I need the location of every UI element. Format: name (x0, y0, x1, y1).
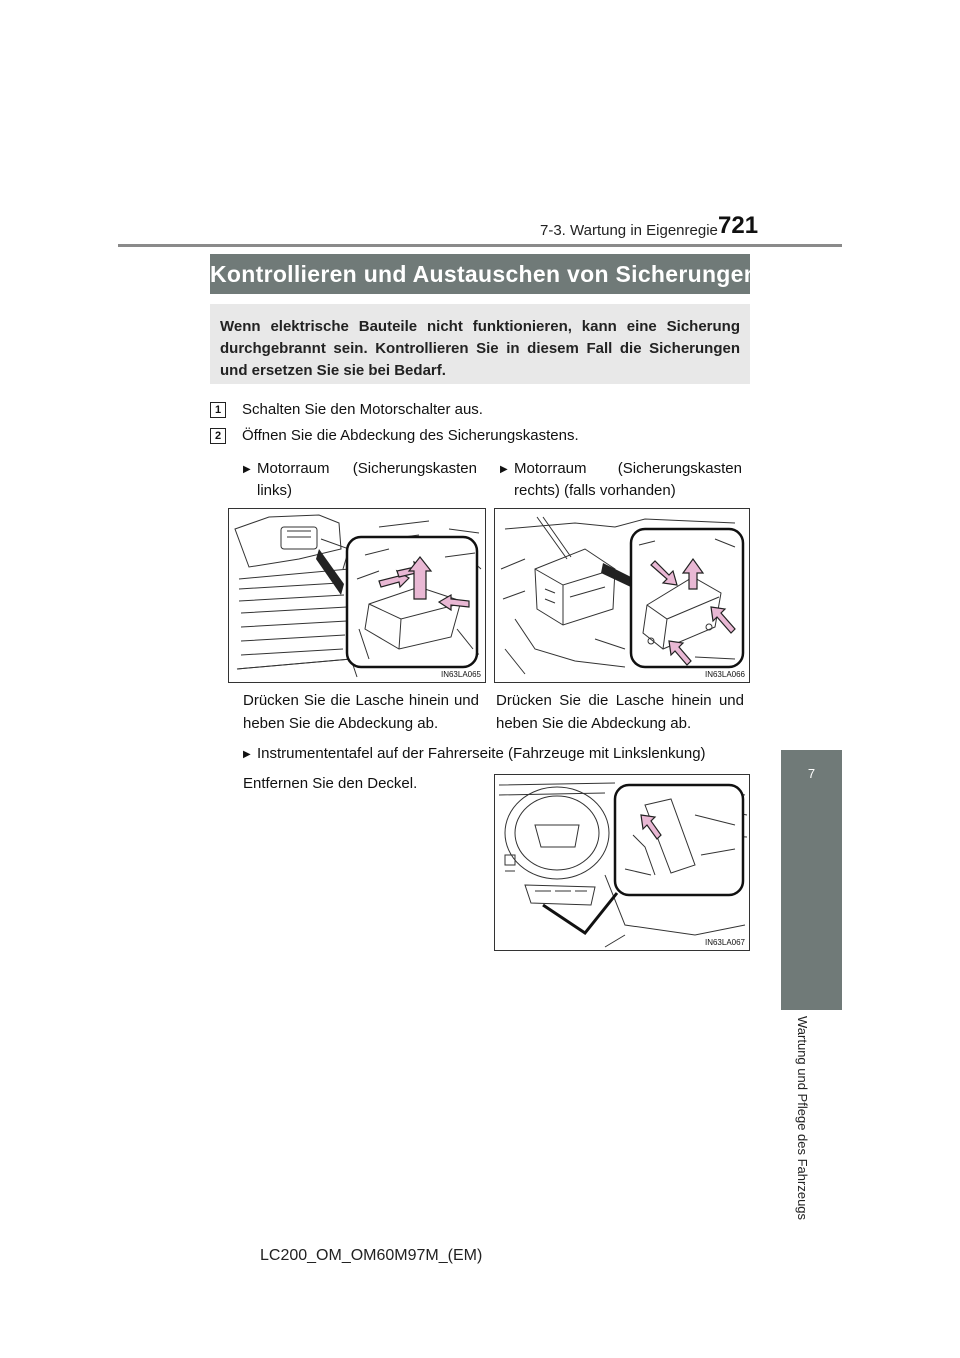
driver-panel-illustration (495, 775, 749, 950)
step-text-2: Öffnen Sie die Abdeckung des Sicherungskastens. (242, 427, 579, 444)
engine-left-illustration (229, 509, 485, 682)
page-number: 721 (718, 212, 759, 239)
figure-right-fuse-box (494, 508, 750, 683)
right-heading (500, 458, 746, 502)
caption-left: Drücken Sie die Lasche hinein und heben Sie die Abdeckung ab. (243, 692, 479, 732)
figure-panel-fuse-box (494, 774, 750, 951)
panel-heading-text: Instrumententafel auf der Fahrerseite (Fahrzeuge mit Linkslenkung) (257, 745, 706, 762)
caption-panel: Entfernen Sie den Deckel. (243, 775, 418, 792)
bullet-triangle-icon: ▶ (243, 749, 251, 760)
step-number-2: 2 (210, 428, 226, 444)
intro-text: Wenn elektrische Bauteile nicht funktionieren, kann eine Sicherung durchgebrannt sein. Kontrollieren Sie in diesem Fall die Sicherungen und ersetzen Sie sie bei Bedarf. (220, 318, 740, 379)
header-rule (118, 244, 842, 247)
bullet-triangle-icon: ▶ (243, 464, 251, 475)
bullet-triangle-icon: ▶ (500, 464, 508, 475)
right-heading-text: Motorraum (Sicherungskasten rechts) (falls vorhanden) (514, 460, 742, 499)
chapter-number: 7 (807, 766, 816, 781)
caption-right: Drücken Sie die Lasche hinein und heben Sie die Abdeckung ab. (496, 692, 744, 732)
figure-left-fuse-box (228, 508, 486, 683)
step-number-1: 1 (210, 402, 226, 418)
chapter-title: Wartung und Pflege des Fahrzeugs (795, 1016, 810, 1221)
engine-right-illustration (495, 509, 749, 682)
step-text-1: Schalten Sie den Motorschalter aus. (242, 401, 483, 418)
figure-code-panel: IN63LA067 (704, 938, 745, 947)
document-code: LC200_OM_OM60M97M_(EM) (260, 1247, 483, 1264)
chapter-tab (781, 750, 842, 1010)
left-heading-text: Motorraum (Sicherungskasten links) (257, 460, 477, 499)
figure-code-right: IN63LA066 (704, 670, 745, 679)
intro-box (210, 304, 750, 384)
figure-code-left: IN63LA065 (440, 670, 481, 679)
page-title: Kontrollieren und Austauschen von Sicherungen (210, 254, 750, 294)
panel-heading (243, 743, 753, 766)
left-heading (243, 458, 479, 502)
section-heading: 7-3. Wartung in Eigenregie (540, 222, 718, 239)
